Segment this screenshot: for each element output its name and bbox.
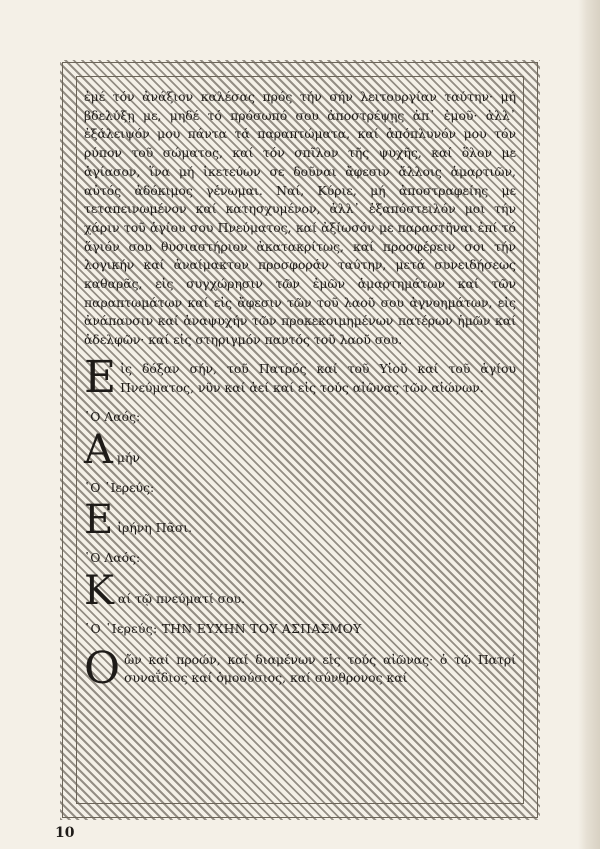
page-edge [578, 0, 600, 849]
page-content [84, 88, 516, 699]
final-paragraph-text: ὤν καί προών, καί διαμένων εἰς τούς αἰῶνας· ὁ τῷ Πατρί συναΐδιος καί ὁμοούσιος, καί σύνθρονος καί [124, 651, 516, 686]
doxology-text: ἰς δόξαν σήν, τοῦ Πατρός καί τοῦ Υἱοῦ καί τοῦ ἁγίου Πνεύματος, νῦν καί ἀεί καί εἰς τούς αἰῶνας τῶν αἰώνων. [120, 360, 516, 395]
final-paragraph [84, 642, 516, 694]
drop-cap: Ο [84, 642, 121, 694]
speaker-label: ῾Ο ῾Ιερεύς: [84, 479, 155, 495]
drop-cap: Κ [84, 567, 114, 614]
page-number: 10 [55, 825, 75, 841]
response-text: ἰρήνη Πᾶσι. [117, 520, 193, 536]
response-peace [84, 497, 516, 544]
response-spirit [84, 567, 516, 614]
response-text: μήν [116, 449, 140, 465]
speaker-label: ῾Ο Λαός: [84, 550, 141, 566]
response-amen [84, 426, 516, 473]
prayer-paragraph: ἐμέ τόν ἀνάξιον καλέσας πρός τήν σήν λειτουργίαν ταύτην· μή βδελύξῃ με, μηδέ τό πρόσωπό σου ἀποστρέψῃς ἀπ᾿ ἐμοῦ· ἀλλ᾿ ἐξάλειψόν μου πάντα τά παραπτώματα, καί ἀπόπλυνόν μου τόν ρύπον τοῦ σώματος, καί τόν σπῖλον τῆς ψυχῆς, καί ὅλον με ἁγίασον, ἵνα μή ἱκετεύων σε δοῦναι ἄφεσιν ἄλλοις ἁμαρτιῶν, αὐτός ἀδόκιμος γένωμαι. Ναί, Κύριε, μή ἀποστραφείης με τεταπεινωμένον καί κατησχυμένον, ἀλλ᾿ ἐξαπόστειλόν μοι τήν χάριν τοῦ ἁγίου σου Πνεύματος, καί ἀξίωσόν με παραστῆναι ἐπί τό ἅγιόν σου θυσιαστήριον ἀκατακρίτως, καί προσφέρειν σοι τήν λογικήν καί ἀναίμακτον προσφοράν ταύτην, μετά συνειδήσεως καθαρᾶς, εἰς συγχώρησιν τῶν ἐμῶν ἁμαρτημάτων καί τῶν παραπτωμάτων καί εἰς ἄφεσιν τῶν τοῦ λαοῦ σου ἀγνοημάτων, εἰς ἀνάπαυσιν καί ἀναψυχήν τῶν προκεκοιμημένων πατέρων ἡμῶν καί ἀδελφῶν· καί εἰς στηριγμόν παντός τοῦ λαοῦ σου. [84, 89, 516, 348]
drop-cap: Α [84, 426, 113, 473]
drop-cap: Ε [84, 497, 114, 544]
speaker-label: ῾Ο Λαός: [84, 408, 141, 424]
doxology [84, 351, 516, 403]
drop-cap: Ε [84, 351, 117, 403]
response-text: αί τῷ πνεύματί σου. [117, 590, 246, 606]
speaker-label: ῾Ο ῾Ιερεύς: ΤΗΝ ΕΥΧΗΝ ΤΟΥ ΑΣΠΑΣΜΟΥ [84, 620, 362, 636]
